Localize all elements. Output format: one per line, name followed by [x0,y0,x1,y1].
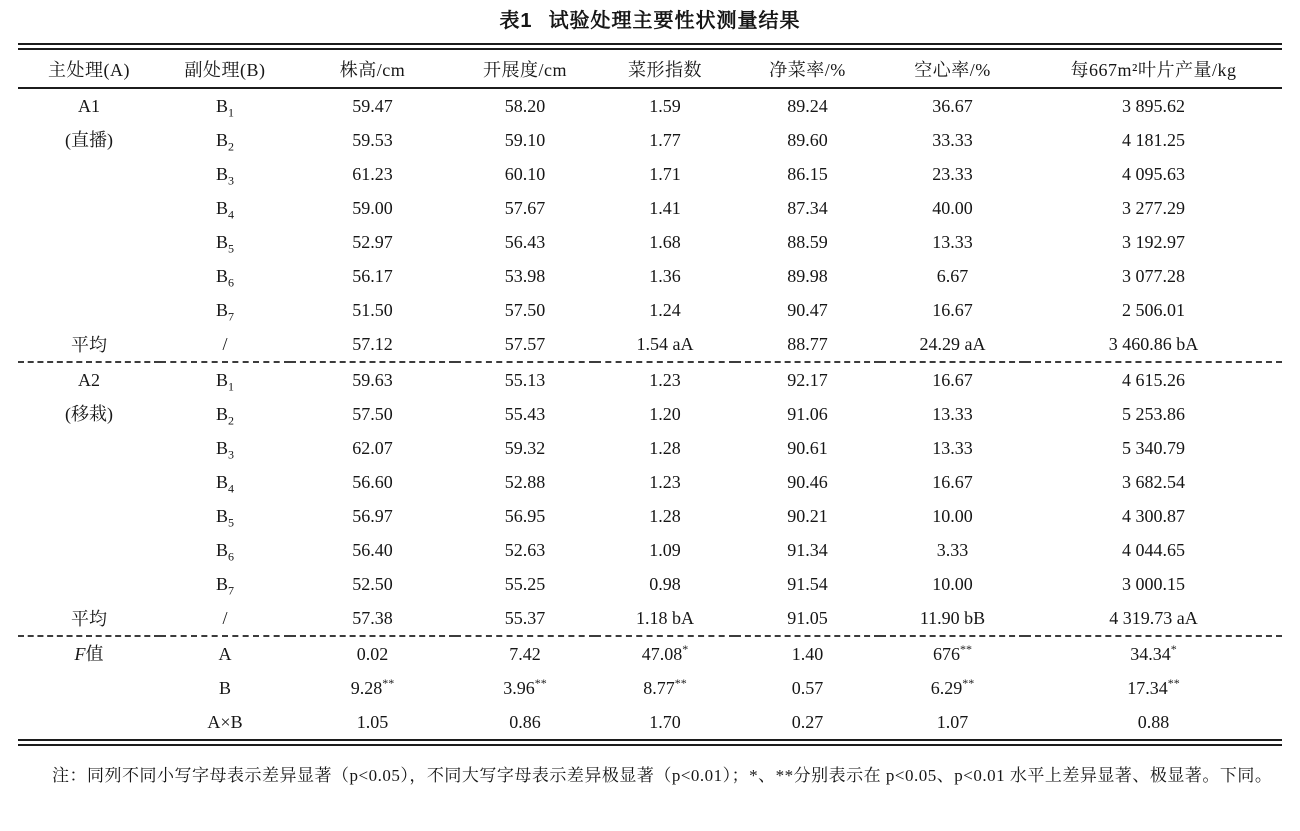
sub-treatment-index: 7 [228,309,234,324]
cell-spread-width: 57.57 [455,327,595,362]
f-value: 17.34 [1127,677,1168,698]
cell-hollow-rate: 6.67 [936,265,969,286]
cell-sub-treatment [160,157,290,191]
cell-plant-height: 56.40 [352,539,393,560]
cell-net-vegetable-rate: 88.59 [787,231,828,252]
cell-sub-treatment [160,499,290,533]
cell-sub-treatment: / [160,327,290,362]
cell-spread-width: 55.43 [504,403,546,424]
table-note: 注：同列不同小写字母表示差异显著（p<0.05），不同大写字母表示差异极显著（p<0.01）；*、**分别表示在 p<0.05、p<0.01 水平上差异显著、极显著。下同。 [52,766,1273,785]
table-title-text: 试验处理主要性状测量结果 [548,10,801,32]
cell-sub-treatment [160,431,290,465]
sub-treatment-label: B [215,403,228,424]
cell-net-vegetable-rate: 88.77 [735,327,880,362]
cell-spread-width: 55.37 [455,601,595,636]
cell-main-treatment [18,362,160,601]
f-label-rest: 值 [85,644,104,664]
cell-leaf-yield: 3 000.15 [1122,573,1185,594]
f-value: 34.34 [1130,643,1171,664]
sub-treatment-index: 5 [228,515,234,530]
cell-shape-index: 1.23 [649,369,681,390]
cell-average-label: 平均 [18,601,160,636]
cell-spread-width [455,705,595,739]
significance-stars: ** [382,675,395,690]
cell-spread-width: 58.20 [504,95,546,116]
cell-f-factor: A×B [207,711,243,732]
cell-sub-treatment [160,465,290,499]
f-value-row [18,671,1282,705]
cell-hollow-rate [880,671,1025,705]
col-header-spread-width: 开展度/cm [455,50,595,88]
significance-stars: ** [962,675,975,690]
f-value: 3.96 [503,677,535,698]
table-row [18,88,1282,123]
table-row [18,293,1282,327]
cell-plant-height [290,636,455,671]
f-value-row [18,705,1282,739]
cell-spread-width: 59.32 [504,437,546,458]
cell-plant-height: 56.17 [352,265,393,286]
sub-treatment-index: 5 [228,241,234,256]
cell-net-vegetable-rate: 90.61 [787,437,828,458]
cell-leaf-yield: 3 077.28 [1122,265,1185,286]
cell-plant-height: 59.63 [352,369,393,390]
cell-sub-treatment [160,123,290,157]
col-header-shape-index: 菜形指数 [595,50,735,88]
cell-plant-height: 52.50 [352,573,393,594]
cell-leaf-yield [1025,705,1282,739]
cell-hollow-rate: 10.00 [932,505,973,526]
cell-sub-treatment [160,567,290,601]
cell-spread-width: 57.50 [504,299,546,320]
significance-stars: * [1170,641,1177,656]
col-header-hollow-rate: 空心率/% [880,50,1025,88]
cell-sub-treatment [160,362,290,397]
cell-hollow-rate: 13.33 [932,231,973,252]
cell-shape-index: 1.24 [649,299,681,320]
cell-net-vegetable-rate: 89.24 [787,95,828,116]
main-treatment-label: A2 [78,370,100,390]
cell-plant-height: 57.50 [352,403,393,424]
cell-sub-treatment [160,259,290,293]
cell-plant-height: 59.00 [352,197,393,218]
cell-hollow-rate: 10.00 [932,573,973,594]
cell-hollow-rate: 16.67 [932,369,973,390]
table-row [18,567,1282,601]
cell-hollow-rate: 16.67 [932,471,973,492]
cell-sub-treatment [160,88,290,123]
sub-treatment-index: 2 [228,139,234,154]
f-value-label [18,637,160,671]
cell-f-factor: B [218,677,231,698]
cell-net-vegetable-rate: 91.05 [735,601,880,636]
cell-leaf-yield: 4 181.25 [1122,129,1185,150]
cell-shape-index: 1.09 [649,539,681,560]
f-value: 6.29 [930,677,963,698]
table-row [18,533,1282,567]
f-value: 0.57 [791,677,824,698]
table-row [18,225,1282,259]
table-row [18,362,1282,397]
cell-sub-treatment [160,191,290,225]
cell-hollow-rate [880,705,1025,739]
cell-plant-height: 52.97 [352,231,393,252]
cell-hollow-rate: 24.29 aA [880,327,1025,362]
table-title [18,8,1282,34]
average-row [18,601,1282,636]
cell-plant-height: 57.38 [290,601,455,636]
cell-hollow-rate: 36.67 [932,95,973,116]
f-letter: F [74,644,86,664]
cell-plant-height: 62.07 [352,437,393,458]
cell-spread-width: 52.88 [504,471,546,492]
cell-leaf-yield: 3 277.29 [1122,197,1185,218]
cell-sub-treatment [160,225,290,259]
cell-sub-treatment: / [160,601,290,636]
f-value: 0.86 [509,711,541,732]
sub-treatment-label: B [215,95,228,116]
sub-treatment-index: 6 [228,275,234,290]
main-treatment-label: A1 [78,96,100,116]
cell-spread-width: 52.63 [504,539,546,560]
cell-leaf-yield: 4 095.63 [1122,163,1185,184]
cell-net-vegetable-rate [735,671,880,705]
f-value: 1.07 [936,711,969,732]
f-value: 0.02 [356,643,389,664]
significance-stars: * [682,641,689,656]
cell-spread-width [455,671,595,705]
sub-treatment-index: 6 [228,549,234,564]
f-value: 0.88 [1137,711,1170,732]
cell-shape-index: 1.68 [649,231,681,252]
cell-f-factor: A [218,643,232,664]
f-value: 676 [933,643,960,664]
cell-net-vegetable-rate: 91.06 [787,403,828,424]
cell-net-vegetable-rate: 90.46 [787,471,828,492]
sub-treatment-index: 3 [228,447,234,462]
cell-leaf-yield: 3 460.86 bA [1025,327,1282,362]
cell-sub-treatment [160,293,290,327]
cell-leaf-yield: 3 192.97 [1122,231,1185,252]
cell-leaf-yield: 4 319.73 aA [1025,601,1282,636]
sub-treatment-label: B [215,539,228,560]
sub-treatment-label: B [215,437,228,458]
cell-leaf-yield: 5 253.86 [1122,403,1185,424]
cell-hollow-rate: 11.90 bB [880,601,1025,636]
col-header-main-treatment: 主处理(A) [18,50,160,88]
cell-net-vegetable-rate: 90.47 [787,299,828,320]
cell-leaf-yield: 3 682.54 [1122,471,1185,492]
main-treatment-sublabel: (直播) [65,130,113,150]
cell-hollow-rate [880,636,1025,671]
sub-treatment-label: B [215,369,228,390]
sub-treatment-label: B [215,573,228,594]
cell-net-vegetable-rate [735,636,880,671]
significance-stars: ** [534,675,547,690]
f-value: 47.08 [641,643,683,664]
cell-spread-width: 56.95 [504,505,546,526]
col-header-sub-treatment: 副处理(B) [160,50,290,88]
cell-shape-index [595,636,735,671]
col-header-plant-height: 株高/cm [290,50,455,88]
cell-shape-index: 1.28 [649,505,681,526]
results-table [18,50,1282,739]
cell-shape-index: 1.36 [649,265,681,286]
cell-shape-index: 0.98 [649,573,681,594]
cell-sub-treatment [160,397,290,431]
cell-spread-width: 55.25 [504,573,546,594]
cell-shape-index: 1.18 bA [595,601,735,636]
significance-stars: ** [960,641,972,656]
cell-hollow-rate: 16.67 [932,299,973,320]
cell-leaf-yield [1025,671,1282,705]
cell-shape-index: 1.23 [649,471,681,492]
col-header-leaf-yield: 每667m²叶片产量/kg [1025,50,1282,88]
cell-shape-index: 1.71 [649,163,681,184]
cell-hollow-rate: 33.33 [932,129,973,150]
cell-leaf-yield: 4 615.26 [1122,369,1185,390]
sub-treatment-label: B [215,231,228,252]
cell-shape-index [595,671,735,705]
cell-net-vegetable-rate: 92.17 [787,369,828,390]
cell-plant-height: 56.97 [352,505,393,526]
cell-shape-index: 1.28 [649,437,681,458]
average-row [18,327,1282,362]
sub-treatment-index: 3 [228,173,234,188]
cell-hollow-rate: 13.33 [932,403,973,424]
table-row [18,191,1282,225]
sub-treatment-label: B [215,299,228,320]
table-number: 表1 [499,10,533,32]
cell-leaf-yield: 4 044.65 [1122,539,1185,560]
cell-plant-height: 57.12 [290,327,455,362]
f-value: 0.27 [791,711,824,732]
cell-shape-index: 1.54 aA [595,327,735,362]
f-value: 1.40 [791,643,824,664]
sub-treatment-label: B [215,471,228,492]
main-treatment-sublabel: (移栽) [65,404,113,424]
cell-hollow-rate: 23.33 [932,163,973,184]
cell-net-vegetable-rate: 87.34 [787,197,828,218]
cell-net-vegetable-rate: 91.34 [787,539,828,560]
cell-plant-height: 56.60 [352,471,393,492]
table-row [18,431,1282,465]
cell-leaf-yield: 2 506.01 [1122,299,1185,320]
cell-f-value-label [18,636,160,739]
cell-plant-height: 61.23 [352,163,393,184]
significance-stars: ** [674,675,687,690]
table-row [18,157,1282,191]
sub-treatment-index: 1 [228,105,234,120]
f-value: 8.77 [643,677,675,698]
table-row [18,123,1282,157]
cell-leaf-yield: 5 340.79 [1122,437,1185,458]
cell-shape-index: 1.20 [649,403,681,424]
sub-treatment-index: 7 [228,583,234,598]
top-rule [18,43,1282,50]
f-value: 1.70 [649,711,681,732]
sub-treatment-index: 4 [228,207,234,222]
cell-spread-width: 53.98 [504,265,546,286]
sub-treatment-index: 1 [228,379,234,394]
cell-net-vegetable-rate: 90.21 [787,505,828,526]
cell-plant-height: 51.50 [352,299,393,320]
bottom-rule [18,739,1282,746]
cell-hollow-rate: 13.33 [932,437,973,458]
cell-average-label: 平均 [18,327,160,362]
cell-spread-width: 60.10 [504,163,546,184]
cell-leaf-yield [1025,636,1282,671]
cell-net-vegetable-rate [735,705,880,739]
cell-shape-index: 1.41 [649,197,681,218]
cell-net-vegetable-rate: 86.15 [787,163,828,184]
f-value: 1.05 [356,711,389,732]
cell-spread-width: 57.67 [504,197,546,218]
cell-hollow-rate: 3.33 [936,539,969,560]
table-row [18,499,1282,533]
f-value: 7.42 [509,643,541,664]
cell-net-vegetable-rate: 91.54 [787,573,828,594]
sub-treatment-label: B [215,129,228,150]
cell-plant-height [290,671,455,705]
sub-treatment-label: B [215,505,228,526]
cell-sub-treatment [160,533,290,567]
sub-treatment-label: B [215,197,228,218]
cell-main-treatment [18,88,160,327]
f-value-row [18,636,1282,671]
col-header-net-vegetable-rate: 净菜率/% [735,50,880,88]
table-row [18,397,1282,431]
cell-spread-width: 56.43 [504,231,546,252]
sub-treatment-label: B [215,163,228,184]
cell-shape-index: 1.77 [649,129,681,150]
header-row [18,50,1282,88]
table-row [18,259,1282,293]
cell-net-vegetable-rate: 89.98 [787,265,828,286]
sub-treatment-label: B [215,265,228,286]
cell-plant-height: 59.53 [352,129,393,150]
f-value: 9.28 [350,677,383,698]
cell-shape-index: 1.59 [649,95,681,116]
cell-spread-width [455,636,595,671]
cell-net-vegetable-rate: 89.60 [787,129,828,150]
cell-leaf-yield: 4 300.87 [1122,505,1185,526]
cell-shape-index [595,705,735,739]
sub-treatment-index: 2 [228,413,234,428]
significance-stars: ** [1167,675,1180,690]
cell-leaf-yield: 3 895.62 [1122,95,1185,116]
cell-hollow-rate: 40.00 [932,197,973,218]
table-row [18,465,1282,499]
cell-spread-width: 55.13 [504,369,546,390]
cell-spread-width: 59.10 [504,129,546,150]
cell-plant-height [290,705,455,739]
cell-plant-height: 59.47 [352,95,393,116]
sub-treatment-index: 4 [228,481,234,496]
